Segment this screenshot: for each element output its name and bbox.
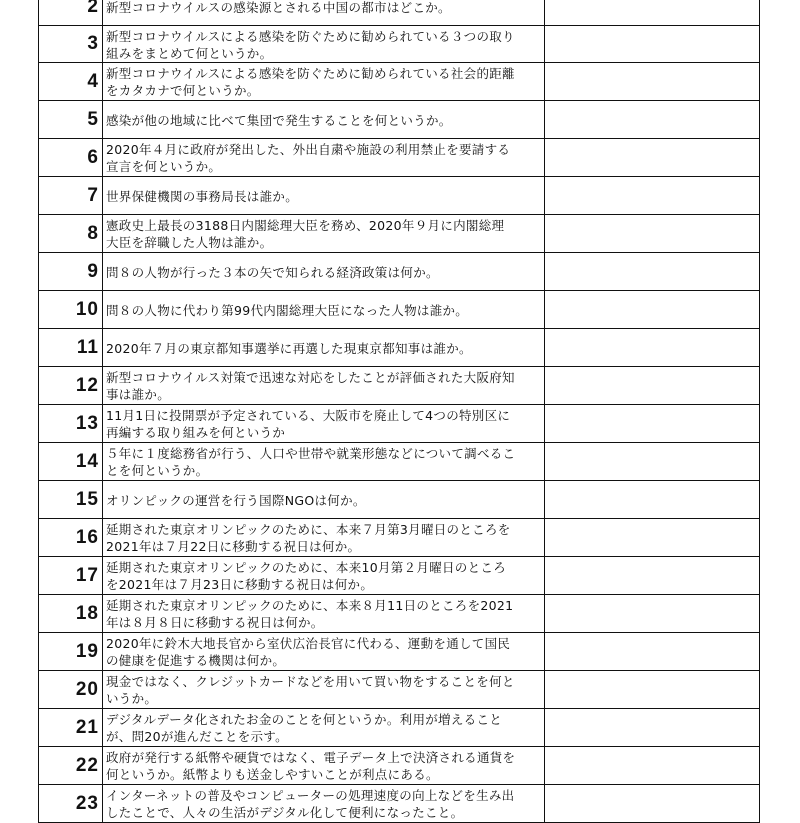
question-number: 22	[39, 747, 103, 785]
answer-cell[interactable]	[545, 443, 760, 481]
question-text	[103, 443, 545, 481]
question-row	[39, 709, 760, 747]
question-text-line: 2020年に鈴木大地長官から室伏広治長官に代わる、運動を通して国民	[106, 636, 511, 651]
question-row	[39, 291, 760, 329]
question-text	[103, 747, 545, 785]
question-row	[39, 329, 760, 367]
question-text	[103, 519, 545, 557]
question-text-line: が、問20が進んだことを示す。	[106, 729, 288, 744]
question-text-line: 延期された東京オリンピックのために、本来７月第3月曜日のところを	[106, 522, 511, 537]
question-row	[39, 0, 760, 26]
question-text	[103, 139, 545, 177]
question-text	[103, 785, 545, 823]
answer-cell[interactable]	[545, 101, 760, 139]
question-text-line: 年は８月８日に移動する祝日は何か。	[106, 615, 324, 630]
question-text-line: 問８の人物が行った３本の矢で知られる経済政策は何か。	[106, 264, 439, 280]
question-number: 2	[39, 0, 103, 26]
question-text-line: 大臣を辞職した人物は誰か。	[106, 235, 273, 250]
question-text-line: いうか。	[106, 691, 158, 706]
question-text	[103, 557, 545, 595]
question-number: 20	[39, 671, 103, 709]
question-text-line: 問８の人物に代わり第99代内閣総理大臣になった人物は誰か。	[106, 302, 469, 318]
question-text-line: 再編する取り組みを何というか	[106, 425, 286, 440]
question-row	[39, 595, 760, 633]
question-text	[103, 633, 545, 671]
question-text-line: 感染が他の地域に比べて集団で発生することを何というか。	[106, 112, 452, 128]
question-number: 21	[39, 709, 103, 747]
answer-cell[interactable]	[545, 253, 760, 291]
question-row	[39, 557, 760, 595]
question-text	[103, 63, 545, 101]
question-text	[103, 405, 545, 443]
question-text-line: 新型コロナウイルス対策で迅速な対応をしたことが評価された大阪府知	[106, 370, 515, 385]
answer-cell[interactable]	[545, 329, 760, 367]
question-number: 6	[39, 139, 103, 177]
question-text-line: 11月1日に投開票が予定されている、大阪市を廃止して4つの特別区に	[106, 408, 511, 423]
question-text-line: 新型コロナウイルスによる感染を防ぐために勧められている３つの取り	[106, 28, 515, 44]
question-text	[103, 0, 545, 26]
question-text-line: 延期された東京オリンピックのために、本来10月第２月曜日のところ	[106, 560, 507, 575]
question-text	[103, 329, 545, 367]
question-text	[103, 367, 545, 405]
question-text-line: ５年に１度総務省が行う、人口や世帯や就業形態などについて調べるこ	[106, 446, 516, 461]
question-text-line: 世界保健機関の事務局長は誰か。	[106, 188, 299, 204]
question-row	[39, 215, 760, 253]
question-number: 7	[39, 177, 103, 215]
question-text-line: 組みをまとめて何というか。	[106, 45, 273, 61]
question-text-line: 2021年は７月22日に移動する祝日は何か。	[106, 539, 361, 554]
question-text	[103, 709, 545, 747]
question-row	[39, 481, 760, 519]
answer-cell[interactable]	[545, 519, 760, 557]
answer-cell[interactable]	[545, 26, 760, 63]
question-text	[103, 291, 545, 329]
question-number: 12	[39, 367, 103, 405]
question-text	[103, 595, 545, 633]
answer-cell[interactable]	[545, 63, 760, 101]
question-text-line: 宣言を何というか。	[106, 159, 222, 174]
question-text-line: 何というか。紙幣よりも送金しやすいことが利点にある。	[106, 767, 439, 782]
question-text-line: 新型コロナウイルスによる感染を防ぐために勧められている社会的距離	[106, 66, 515, 81]
question-row	[39, 367, 760, 405]
question-text	[103, 177, 545, 215]
question-text-line: とを何というか。	[106, 463, 209, 478]
question-number: 14	[39, 443, 103, 481]
question-row	[39, 747, 760, 785]
question-row	[39, 405, 760, 443]
answer-cell[interactable]	[545, 291, 760, 329]
answer-cell[interactable]	[545, 405, 760, 443]
question-text-line: したことで、人々の生活がデジタル化して便利になったこと。	[106, 805, 464, 820]
question-text	[103, 253, 545, 291]
question-number: 18	[39, 595, 103, 633]
answer-cell[interactable]	[545, 0, 760, 26]
question-number: 11	[39, 329, 103, 367]
question-number: 10	[39, 291, 103, 329]
question-number: 16	[39, 519, 103, 557]
question-text-line: を2021年は７月23日に移動する祝日は何か。	[106, 577, 374, 592]
answer-cell[interactable]	[545, 557, 760, 595]
question-text-line: 事は誰か。	[106, 387, 171, 402]
question-text-line: デジタルデータ化されたお金のことを何というか。利用が増えること	[106, 712, 503, 727]
question-row	[39, 101, 760, 139]
question-row	[39, 139, 760, 177]
answer-cell[interactable]	[545, 747, 760, 785]
question-text	[103, 481, 545, 519]
question-text-line: 政府が発行する紙幣や硬貨ではなく、電子データ上で決済される通貨を	[106, 750, 516, 765]
answer-cell[interactable]	[545, 139, 760, 177]
question-row	[39, 26, 760, 63]
question-number: 4	[39, 63, 103, 101]
question-row	[39, 671, 760, 709]
answer-cell[interactable]	[545, 177, 760, 215]
question-number: 15	[39, 481, 103, 519]
question-row	[39, 253, 760, 291]
answer-cell[interactable]	[545, 785, 760, 823]
question-text	[103, 215, 545, 253]
question-text-line: の健康を促進する機関は何か。	[106, 653, 286, 668]
question-number: 19	[39, 633, 103, 671]
question-number: 23	[39, 785, 103, 823]
question-row	[39, 63, 760, 101]
question-number: 17	[39, 557, 103, 595]
question-text-line: 新型コロナウイルスの感染源とされる中国の都市はどこか。	[106, 0, 451, 15]
answer-cell[interactable]	[545, 709, 760, 747]
question-number: 13	[39, 405, 103, 443]
answer-cell[interactable]	[545, 633, 760, 671]
question-text-line: オリンピックの運営を行う国際NGOは何か。	[106, 492, 366, 508]
question-text-line: インターネットの普及やコンピューターの処理速度の向上などを生み出	[106, 788, 515, 803]
question-row	[39, 443, 760, 481]
question-number: 3	[39, 26, 103, 63]
question-text-line: 2020年４月に政府が発出した、外出自粛や施設の利用禁止を要請する	[106, 142, 511, 157]
quiz-worksheet	[38, 0, 747, 823]
answer-cell[interactable]	[545, 215, 760, 253]
quiz-table	[38, 0, 760, 823]
question-number: 9	[39, 253, 103, 291]
answer-cell[interactable]	[545, 595, 760, 633]
question-number: 8	[39, 215, 103, 253]
answer-cell[interactable]	[545, 671, 760, 709]
question-text	[103, 101, 545, 139]
question-text-line: をカタカナで何というか。	[106, 83, 260, 98]
answer-cell[interactable]	[545, 367, 760, 405]
question-row	[39, 633, 760, 671]
question-number: 5	[39, 101, 103, 139]
question-row	[39, 785, 760, 823]
question-text-line: 憲政史上最長の3188日内閣総理大臣を務め、2020年９月に内閣総理	[106, 218, 505, 233]
question-text-line: 延期された東京オリンピックのために、本来８月11日のところを2021	[106, 598, 514, 613]
question-text	[103, 671, 545, 709]
question-text-line: 現金ではなく、クレジットカードなどを用いて買い物をすることを何と	[106, 674, 515, 689]
answer-cell[interactable]	[545, 481, 760, 519]
question-text-line: 2020年７月の東京都知事選挙に再選した現東京都知事は誰か。	[106, 340, 472, 356]
question-row	[39, 177, 760, 215]
question-text	[103, 26, 545, 63]
question-row	[39, 519, 760, 557]
